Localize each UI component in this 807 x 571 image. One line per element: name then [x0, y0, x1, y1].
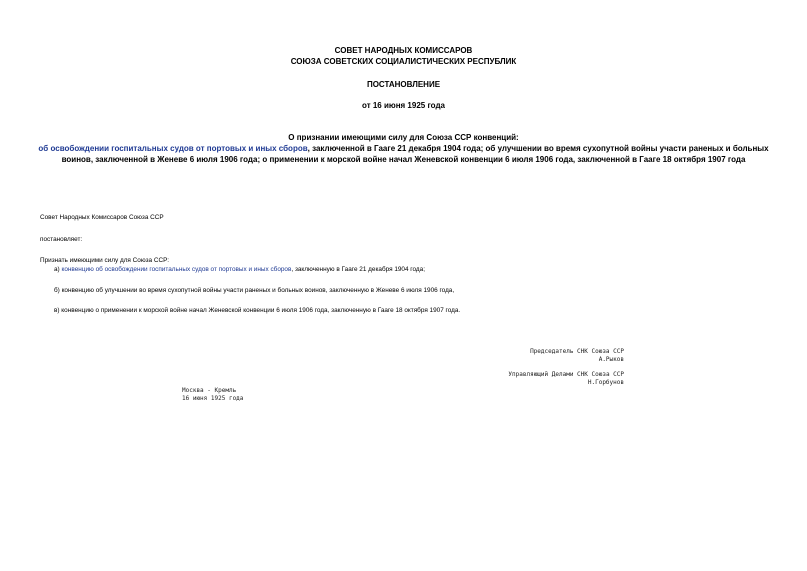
title-line-1: О признании имеющими силу для Союза ССР конвенций:	[288, 133, 519, 142]
header-union: СОЮЗА СОВЕТСКИХ СОЦИАЛИСТИЧЕСКИХ РЕСПУБЛИК	[290, 57, 517, 66]
place-date: 16 июня 1925 года	[182, 395, 244, 402]
resolves-text: постановляет:	[40, 236, 83, 243]
header-council: СОВЕТ НАРОДНЫХ КОМИССАРОВ	[334, 46, 473, 55]
manager-name: Н.Горбунов	[587, 379, 624, 386]
item-a-prefix: а)	[54, 266, 62, 273]
item-c: в) конвенцию о применении к морской войне начал Женевской конвенции 6 июля 1906 года, заключенную в Гааге 18 октября 1907 года.	[54, 307, 461, 314]
doc-date: от 16 июня 1925 года	[362, 101, 445, 110]
item-a-rest: , заключенную в Гааге 21 декабря 1904 года;	[291, 266, 425, 273]
title-body	[28, 143, 779, 165]
recognize-text: Признать имеющими силу для Союза ССР:	[40, 257, 170, 264]
item-a	[54, 266, 425, 274]
place: Москва - Кремль	[182, 387, 237, 394]
item-b: б) конвенцию об улучшении во время сухопутной войны участи раненых и больных воинов, заключенную в Женеве 6 июля 1906 года,	[54, 287, 455, 294]
item-a-link[interactable]: конвенцию об освобождении госпитальных судов от портовых и иных сборов	[61, 266, 292, 273]
title-link-hospital-ships[interactable]: об освобождении госпитальных судов от портовых и иных сборов	[38, 144, 308, 153]
manager-title: Управляющий Делами СНК Союза ССР	[508, 371, 624, 378]
doc-title	[28, 132, 779, 165]
issuer-text: Совет Народных Комиссаров Союза ССР	[40, 214, 164, 221]
title-rest: , заключенной в Гааге 21 декабря 1904 года; об улучшении во время сухопутной войны участи раненых и больных воинов, заключенной в Женеве 6 июля 1906 года; о применении к морской войне начал Женевской конвенции 6 июля 1906 года, заключенной в Гааге 18 октября 1907 года	[61, 144, 769, 164]
doc-type: ПОСТАНОВЛЕНИЕ	[366, 80, 441, 89]
chair-name: А.Рыков	[598, 356, 624, 363]
chair-title: Председатель СНК Союза ССР	[530, 348, 624, 355]
